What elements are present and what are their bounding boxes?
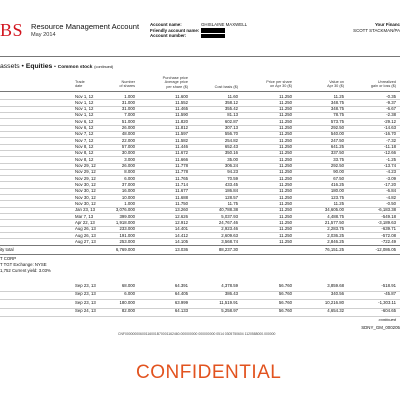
redaction-bar <box>201 28 225 32</box>
cell-price: 11.250 <box>279 112 292 118</box>
cell-shares: 31.000 <box>121 99 135 105</box>
cell-shares: 180.000 <box>119 299 135 305</box>
cell-value: 247.50 <box>330 137 344 143</box>
cell-avg: 11.714 <box>175 181 188 187</box>
cell-cost: 254.82 <box>224 137 238 143</box>
cell-cost: 556.70 <box>224 131 238 137</box>
cell-gain: -14.63 <box>383 125 396 131</box>
cell-shares: 57.000 <box>121 144 135 150</box>
cell-date: Nov 29, 12 <box>75 175 96 181</box>
cell-cost: 40,788.38 <box>218 207 238 213</box>
cell-cost: 602.87 <box>224 118 238 124</box>
cell-gain: -13.74 <box>383 163 396 169</box>
table-row <box>0 291 400 297</box>
cell-price: 56.760 <box>278 299 292 305</box>
cell-avg: 11.582 <box>175 137 188 143</box>
cell-avg: 13.260 <box>174 207 188 213</box>
cell-avg: 11.446 <box>175 144 188 150</box>
cell-gain: -572.08 <box>381 232 396 238</box>
cell-avg: 11.688 <box>175 194 188 200</box>
section-bullet: • <box>54 65 56 70</box>
cell-shares: 68.000 <box>121 283 135 288</box>
section-separator: • <box>21 63 24 70</box>
cell-gain: -1,303.11 <box>378 299 396 305</box>
cell-cost: 4,378.59 <box>221 283 238 288</box>
cell-avg: 11.778 <box>175 163 188 169</box>
security-exchange: T TGT Exchange: NYSE <box>0 261 47 267</box>
cell-price: 11.250 <box>279 194 292 200</box>
cell-avg: 11.552 <box>175 99 188 105</box>
cell-gain: -17.20 <box>383 181 396 187</box>
cell-price: 11.250 <box>279 219 292 225</box>
cell-cost: 306.24 <box>224 163 238 169</box>
advisor-name: SCOTT STACKMAN/PA <box>353 27 400 33</box>
cell-gain: -518.91 <box>381 283 396 288</box>
cell-date: Nov 6, 12 <box>75 118 94 124</box>
header-divider <box>0 56 400 57</box>
cell-date: Nov 29, 12 <box>75 163 96 169</box>
cell-gain: -11.18 <box>384 144 396 150</box>
cell-price: 11.250 <box>279 125 292 131</box>
cell-price: 11.250 <box>279 106 292 112</box>
total-divider <box>0 245 400 246</box>
cell-avg: 11.666 <box>175 156 188 162</box>
cell-cost: 358.12 <box>224 99 238 105</box>
col-header-gain-loss: Unrealized gain or loss ($) <box>370 80 396 89</box>
cell-date: Sep 24, 13 <box>75 308 96 314</box>
cell-value: 4,654.32 <box>327 308 344 314</box>
cell-shares: 1.000 <box>124 93 135 99</box>
cell-shares: 7.000 <box>124 112 135 118</box>
cell-cost: 94.23 <box>227 169 238 175</box>
cell-shares: 22.000 <box>121 137 135 143</box>
cell-price: 11.250 <box>279 232 292 238</box>
bates-number: SDNY_GM_000205 <box>361 325 400 330</box>
cell-avg: 12.626 <box>174 213 188 219</box>
table-row <box>0 308 400 314</box>
table-row <box>0 283 400 289</box>
cell-date: Nov 30, 12 <box>75 181 96 187</box>
cell-date: Jan 23, 13 <box>75 207 96 213</box>
cell-price: 11.250 <box>279 169 292 175</box>
cell-cost: 11.75 <box>227 200 238 206</box>
cell-cost: 355.42 <box>224 106 238 112</box>
cell-avg: 11.765 <box>175 175 188 181</box>
cell-gain: -12.66 <box>383 150 396 156</box>
cell-price: 11.250 <box>279 181 292 187</box>
cell-date: Sep 23, 13 <box>75 291 96 297</box>
cell-date: Aug 27, 13 <box>75 238 96 244</box>
section-title: assets <box>0 63 20 70</box>
cell-cost: 3,568.74 <box>221 238 238 244</box>
cell-shares: 1,918.000 <box>115 219 135 225</box>
col-header-price: Price per share on Apr 30 ($) <box>266 80 292 89</box>
cell-value: 292.50 <box>330 125 344 131</box>
statement-title: Resource Management Account <box>31 22 140 31</box>
security-total-row <box>0 247 400 253</box>
cell-value: 33.75 <box>333 156 344 162</box>
total-shares: 6,769.000 <box>115 247 135 252</box>
cell-shares: 8.000 <box>124 169 135 175</box>
cell-price: 11.250 <box>279 213 292 219</box>
continued-note: continued <box>378 317 396 322</box>
cell-avg: 11.600 <box>175 93 188 99</box>
advisor-label: Your Financ <box>374 22 400 27</box>
col-header-cost-basis: Cost basis ($) <box>214 85 238 89</box>
cell-price: 11.250 <box>279 200 292 206</box>
document-code: CNF00000000600116001B70001162460.000000000 000000000 0514 0305750604 1120588000.000000 <box>118 332 276 336</box>
cell-price: 11.250 <box>279 118 292 124</box>
cell-cost: 652.43 <box>224 144 238 150</box>
cell-gain: -3,189.63 <box>377 219 396 225</box>
cell-shares: 51.000 <box>121 118 135 124</box>
cell-date: Nov 6, 12 <box>75 125 94 131</box>
cell-gain: -549.18 <box>381 213 396 219</box>
cell-price: 56.760 <box>278 308 292 314</box>
col-header-value: Value on Apr 30 ($) <box>327 80 344 89</box>
cell-avg: 14.412 <box>174 232 188 238</box>
table-row <box>0 300 400 306</box>
cell-date: Apr 22, 13 <box>75 219 95 225</box>
cell-avg: 64.133 <box>174 308 188 314</box>
cell-value: 641.25 <box>330 144 344 150</box>
cell-avg: 11.750 <box>175 200 188 206</box>
cell-gain: -45.87 <box>383 291 396 297</box>
section-category: Common stock <box>57 65 93 70</box>
cell-shares: 30.000 <box>121 150 135 156</box>
cell-gain: -29.12 <box>383 118 396 124</box>
friendly-name-label: Friendly account name: <box>150 27 200 33</box>
cell-date: Nov 30, 12 <box>75 194 96 200</box>
cell-price: 11.250 <box>279 163 292 169</box>
confidential-watermark: CONFIDENTIAL <box>136 362 282 383</box>
cell-date: Aug 26, 13 <box>75 232 96 238</box>
cell-date: Nov 1, 12 <box>75 93 94 99</box>
col-header-avg-price: Purchase price Average price per share ($) <box>162 76 188 89</box>
cell-date: Nov 8, 12 <box>75 156 94 162</box>
cell-date: Aug 26, 13 <box>75 226 96 232</box>
cell-avg: 11.820 <box>175 118 188 124</box>
account-name-label: Account name: <box>150 22 182 27</box>
row-divider <box>0 316 400 317</box>
cell-cost: 350.16 <box>224 150 238 156</box>
cell-date: Nov 8, 12 <box>75 144 94 150</box>
cell-shares: 233.000 <box>119 226 135 232</box>
cell-value: 11.25 <box>333 200 344 206</box>
total-bottom-divider <box>0 254 400 255</box>
cell-value: 416.25 <box>330 181 344 187</box>
security-name: T CORP <box>0 256 17 261</box>
cell-value: 348.75 <box>330 99 344 105</box>
cell-value: 573.75 <box>330 118 344 124</box>
cell-value: 21,577.50 <box>324 219 344 225</box>
cell-cost: 81.13 <box>227 112 238 118</box>
cell-value: 337.50 <box>330 150 344 156</box>
firm-logo: BS <box>0 20 24 40</box>
cell-price: 11.250 <box>279 207 292 213</box>
cell-price: 56.760 <box>278 291 292 297</box>
cell-value: 348.75 <box>330 106 344 112</box>
section-heading <box>0 63 113 70</box>
cell-value: 78.75 <box>333 112 344 118</box>
cell-price: 11.250 <box>279 188 292 194</box>
cell-cost: 128.57 <box>224 194 238 200</box>
cell-avg: 11.590 <box>175 112 188 118</box>
cell-shares: 16.000 <box>121 188 135 194</box>
cell-cost: 11.60 <box>227 93 238 99</box>
cell-cost: 386.43 <box>224 291 238 297</box>
account-info <box>150 22 247 39</box>
cell-shares: 1.000 <box>124 200 135 206</box>
cell-date: Nov 1, 12 <box>75 106 94 112</box>
cell-date: Nov 1, 12 <box>75 112 94 118</box>
cell-price: 11.250 <box>279 99 292 105</box>
cell-value: 10,216.80 <box>324 299 344 305</box>
cell-date: Nov 7, 12 <box>75 131 94 137</box>
total-label: ity total <box>0 247 14 252</box>
cell-price: 11.250 <box>279 137 292 143</box>
cell-value: 123.75 <box>330 194 344 200</box>
section-subtitle: Equities <box>25 63 53 70</box>
cell-gain: -0.35 <box>386 93 396 99</box>
cell-avg: 63.999 <box>174 299 188 305</box>
statement-period: May 2014 <box>31 32 56 38</box>
col-header-shares: Number of shares <box>119 80 135 89</box>
cell-cost: 35.00 <box>227 156 238 162</box>
total-gain: -12,086.05 <box>375 247 396 252</box>
cell-gain: -16.70 <box>383 131 396 137</box>
cell-cost: 70.59 <box>227 175 238 181</box>
cell-gain: -0.50 <box>386 200 396 206</box>
cell-date: Nov 29, 12 <box>75 169 96 175</box>
cell-date: Mar 7, 13 <box>75 213 94 219</box>
total-cost: 88,237.30 <box>218 247 238 252</box>
second-security-info <box>0 256 51 273</box>
cell-shares: 48.000 <box>121 131 135 137</box>
cell-cost: 307.13 <box>224 125 238 131</box>
advisor-info <box>353 22 400 33</box>
cell-shares: 6.000 <box>124 175 135 181</box>
cell-value: 180.00 <box>330 188 344 194</box>
cell-shares: 3.000 <box>124 156 135 162</box>
account-number-label: Account number: <box>150 33 187 39</box>
cell-value: 2,283.75 <box>327 226 344 232</box>
cell-gain: -6.84 <box>386 188 396 194</box>
cell-shares: 82.000 <box>121 308 135 314</box>
cell-price: 56.760 <box>278 283 292 288</box>
section-continued: (continued) <box>94 65 114 69</box>
cell-shares: 26.000 <box>121 125 135 131</box>
cell-shares: 31.000 <box>121 106 135 112</box>
cell-value: 90.00 <box>333 169 344 175</box>
cell-avg: 14.105 <box>174 238 188 244</box>
table-header-divider <box>0 91 400 92</box>
cell-avg: 11.672 <box>175 150 188 156</box>
cell-gain: -2.38 <box>386 112 396 118</box>
cell-gain: -722.49 <box>381 238 396 244</box>
cell-price: 11.250 <box>279 144 292 150</box>
cell-date: Nov 1, 12 <box>75 99 94 105</box>
cell-shares: 10.000 <box>121 194 135 200</box>
col-header-trade-date: Trade date <box>75 80 85 89</box>
total-avg: 13.036 <box>174 247 188 252</box>
account-name-value: GHISLAINE MAXWELL <box>201 22 248 27</box>
cell-date: Sep 23, 13 <box>75 299 96 305</box>
cell-cost: 2,609.63 <box>221 232 238 238</box>
cell-gain: -604.65 <box>381 308 396 314</box>
cell-gain: -1.25 <box>386 156 396 162</box>
security-yield: 1,752 Current yield: 3.03% <box>0 267 51 273</box>
cell-cost: 186.84 <box>224 188 238 194</box>
cell-cost: 2,923.46 <box>221 226 238 232</box>
cell-avg: 11.677 <box>175 188 188 194</box>
cell-value: 11.25 <box>333 93 344 99</box>
cell-value: 292.50 <box>330 163 344 169</box>
cell-price: 11.250 <box>279 131 292 137</box>
cell-shares: 399.000 <box>119 213 135 219</box>
cell-avg: 11.597 <box>175 131 188 137</box>
cell-avg: 14.401 <box>174 226 188 232</box>
cell-avg: 11.778 <box>175 169 188 175</box>
cell-gain: -7.32 <box>386 137 396 143</box>
cell-date: Nov 7, 12 <box>75 137 94 143</box>
cell-value: 540.00 <box>330 131 344 137</box>
cell-value: 34,605.00 <box>324 207 344 213</box>
cell-shares: 191.000 <box>119 232 135 238</box>
cell-shares: 253.000 <box>119 238 135 244</box>
cell-shares: 37.000 <box>121 181 135 187</box>
cell-date: Nov 30, 12 <box>75 200 96 206</box>
cell-cost: 433.45 <box>224 181 238 187</box>
cell-shares: 26.000 <box>121 163 135 169</box>
cell-price: 11.250 <box>279 150 292 156</box>
cell-cost: 11,519.91 <box>219 299 238 305</box>
cell-gain: -4.82 <box>386 194 396 200</box>
total-value: 76,151.25 <box>324 247 344 252</box>
cell-gain: -3.09 <box>386 175 396 181</box>
cell-gain: -6.67 <box>386 106 396 112</box>
cell-price: 11.250 <box>279 226 292 232</box>
cell-avg: 64.405 <box>174 291 188 297</box>
cell-value: 4,488.75 <box>327 213 344 219</box>
cell-gain: -4.23 <box>386 169 396 175</box>
cell-date: Sep 23, 13 <box>75 283 96 288</box>
cell-cost: 5,258.97 <box>221 308 238 314</box>
cell-price: 11.250 <box>279 93 292 99</box>
cell-value: 340.56 <box>330 291 344 297</box>
cell-cost: 24,767.46 <box>218 219 238 225</box>
cell-cost: 5,037.93 <box>221 213 238 219</box>
cell-value: 67.50 <box>333 175 344 181</box>
cell-price: 11.250 <box>279 156 292 162</box>
cell-value: 3,859.68 <box>327 283 344 288</box>
cell-shares: 6.000 <box>124 291 135 297</box>
cell-shares: 3,076.000 <box>115 207 135 213</box>
cell-avg: 64.391 <box>174 283 188 288</box>
redaction-bar <box>201 34 225 38</box>
cell-avg: 12.912 <box>174 219 188 225</box>
cell-value: 2,036.25 <box>327 232 344 238</box>
cell-gain: -9.37 <box>386 99 396 105</box>
cell-gain: -639.71 <box>381 226 396 232</box>
cell-gain: -6,183.38 <box>377 207 396 213</box>
cell-price: 11.250 <box>279 175 292 181</box>
cell-avg: 11.812 <box>175 125 188 131</box>
cell-price: 11.250 <box>279 238 292 244</box>
cell-value: 2,846.25 <box>327 238 344 244</box>
cell-date: Nov 30, 12 <box>75 188 96 194</box>
cell-date: Nov 8, 12 <box>75 150 94 156</box>
cell-avg: 11.465 <box>175 106 188 112</box>
